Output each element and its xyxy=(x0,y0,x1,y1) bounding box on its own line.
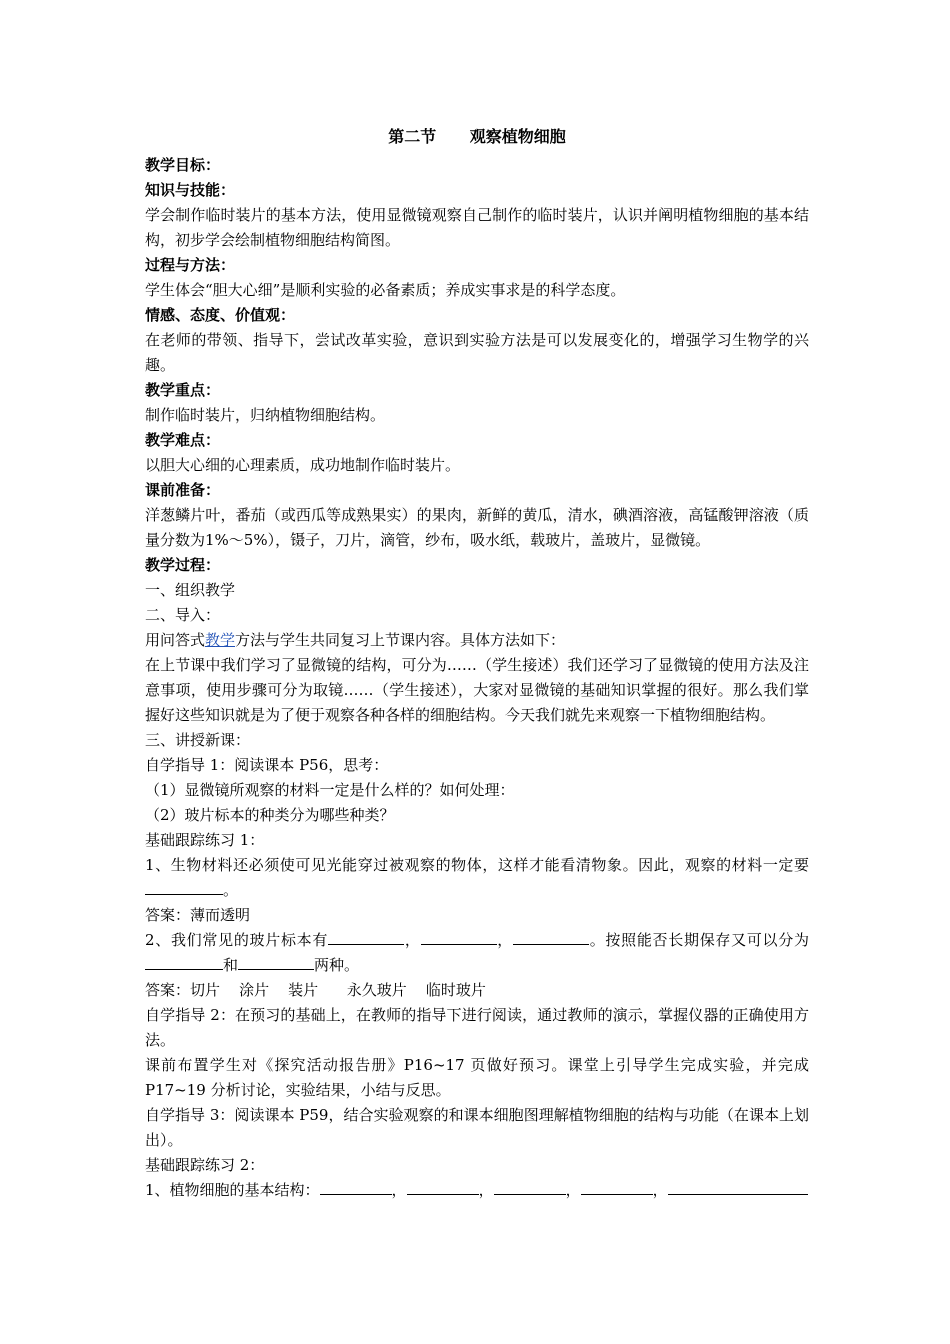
paragraph-intro-method xyxy=(145,628,809,653)
exercise-2-item-1: 1、植物细胞的基本结构： ， ， ， ， xyxy=(145,1178,809,1203)
section-new-lesson: 三、讲授新课： xyxy=(145,731,251,749)
paragraph-preparation: 洋葱鳞片叶，番茄（或西瓜等成熟果实）的果肉，新鲜的黄瓜，清水，碘酒溶液，高锰酸钾溶液（质量分数为1%～5%），镊子，刀片，滴管，纱布，吸水纸，载玻片，盖玻片，显微镜。 xyxy=(145,506,809,549)
question-1: （1）显微镜所观察的材料一定是什么样的？如何处理： xyxy=(145,781,515,799)
answer-blank xyxy=(668,1178,808,1195)
answer-blank xyxy=(407,1178,479,1195)
paragraph-review: 在上节课中我们学习了显微镜的结构，可分为……（学生接述）我们还学习了显微镜的使用方法及注意事项，使用步骤可分为取镜……（学生接述），大家对显微镜的基础知识掌握的很好。那么我们掌握好这些知识就是为了便于观察各种各样的细胞结构。今天我们就先来观察一下植物细胞结构。 xyxy=(145,656,809,724)
heading-key-points: 教学重点： xyxy=(145,381,221,399)
paragraph-report: 课前布置学生对《探究活动报告册》P16~17 页做好预习。课堂上引导学生完成实验，并完成 P17~19 分析讨论，实验结果，小结与反思。 xyxy=(145,1056,809,1099)
paragraph-emotion: 在老师的带领、指导下，尝试改革实验，意识到实验方法是可以发展变化的，增强学习生物学的兴趣。 xyxy=(145,331,809,374)
page-title: 第二节 观察植物细胞 xyxy=(388,127,566,146)
document-page xyxy=(145,121,809,1203)
exercise-1-item-2: 2、我们常见的玻片标本有 ， ， 。按照能否长期保存又可以分为和 两种。 xyxy=(145,928,809,978)
answer-blank xyxy=(581,1178,653,1195)
heading-process: 过程与方法： xyxy=(145,256,236,274)
section-organize: 一、组织教学 xyxy=(145,581,236,599)
answer-blank xyxy=(328,928,404,945)
answer-2: 答案：切片 涂片 装片 永久玻片 临时玻片 xyxy=(145,981,486,999)
heading-skills: 知识与技能： xyxy=(145,181,236,199)
exercise-1-heading: 基础跟踪练习 1： xyxy=(145,831,265,849)
question-2: （2）玻片标本的种类分为哪些种类？ xyxy=(145,806,395,824)
heading-objectives: 教学目标： xyxy=(145,156,221,174)
exercise-1-item-1: 1、生物材料还必须使可见光能穿过被观察的物体，这样才能看清物象。因此，观察的材料一定要。 xyxy=(145,856,809,899)
paragraph-process: 学生体会“胆大心细”是顺利实验的必备素质；养成实事求是的科学态度。 xyxy=(145,281,626,299)
heading-procedure: 教学过程： xyxy=(145,556,221,574)
intro-text-a: 用问答式 xyxy=(145,631,206,649)
answer-blank xyxy=(513,928,589,945)
intro-text-b: 方法与学生共同复习上节课内容。具体方法如下： xyxy=(235,631,566,649)
paragraph-key-points: 制作临时装片，归纳植物细胞结构。 xyxy=(145,406,386,424)
answer-blank xyxy=(238,953,314,970)
paragraph-skills: 学会制作临时装片的基本方法，使用显微镜观察自己制作的临时装片，认识并阐明植物细胞的基本结构，初步学会绘制植物细胞结构简图。 xyxy=(145,206,809,249)
guide-2: 自学指导 2：在预习的基础上，在教师的指导下进行阅读，通过教师的演示，掌握仪器的正确使用方法。 xyxy=(145,1006,809,1049)
heading-difficulty: 教学难点： xyxy=(145,431,221,449)
answer-blank xyxy=(421,928,497,945)
guide-1: 自学指导 1：阅读课本 P56，思考： xyxy=(145,756,389,774)
teaching-link[interactable]: 教学 xyxy=(205,631,236,649)
guide-3: 自学指导 3：阅读课本 P59，结合实验观察的和课本细胞图理解植物细胞的结构与功能（在课本上划出）。 xyxy=(145,1106,809,1149)
heading-emotion: 情感、态度、价值观： xyxy=(145,306,296,324)
heading-preparation: 课前准备： xyxy=(145,481,221,499)
answer-blank xyxy=(145,878,223,895)
answer-blank xyxy=(494,1178,566,1195)
answer-1: 答案：薄而透明 xyxy=(145,906,251,924)
answer-blank xyxy=(145,953,223,970)
paragraph-difficulty: 以胆大心细的心理素质，成功地制作临时装片。 xyxy=(145,456,461,474)
answer-blank xyxy=(320,1178,392,1195)
exercise-2-heading: 基础跟踪练习 2： xyxy=(145,1156,265,1174)
section-intro: 二、导入： xyxy=(145,606,221,624)
